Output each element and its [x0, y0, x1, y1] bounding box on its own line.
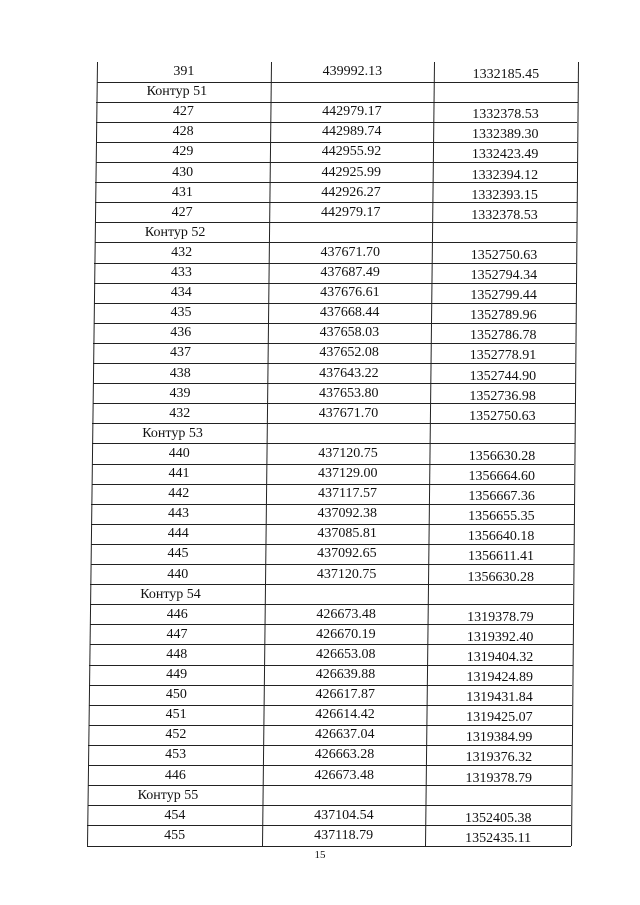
- point-number: 453: [165, 747, 187, 763]
- point-number: 429: [172, 144, 194, 160]
- x-coordinate: 426670.19: [316, 626, 376, 642]
- y-coordinate: 1356667.36: [468, 489, 535, 505]
- x-coordinate: 437652.08: [319, 345, 379, 361]
- table-row: [0, 605, 640, 625]
- table-row: [0, 826, 640, 846]
- table-row: [0, 524, 640, 544]
- table-row: [0, 685, 640, 705]
- contour-label: Контур 51: [146, 84, 208, 100]
- table-row: [0, 384, 640, 404]
- x-coordinate: 426673.48: [316, 606, 376, 622]
- table-row: [0, 806, 640, 826]
- y-coordinate: 1352405.38: [465, 810, 532, 826]
- y-coordinate: 1332378.53: [472, 107, 539, 123]
- x-coordinate: 437658.03: [319, 325, 380, 341]
- x-coordinate: 442989.74: [321, 124, 382, 140]
- x-coordinate: 437687.49: [320, 265, 380, 281]
- y-coordinate: 1319376.32: [465, 750, 533, 766]
- x-coordinate: 437671.70: [318, 405, 379, 421]
- point-number: 427: [172, 104, 194, 120]
- point-number: 446: [164, 767, 186, 783]
- y-coordinate: 1332423.49: [471, 147, 539, 163]
- x-coordinate: 437643.22: [319, 365, 379, 381]
- x-coordinate: 442979.17: [321, 204, 381, 220]
- y-coordinate: 1319431.84: [466, 690, 533, 706]
- table-row: [0, 484, 640, 504]
- y-coordinate: 1352744.90: [469, 368, 537, 384]
- y-coordinate: 1319424.89: [466, 670, 533, 686]
- point-number: 440: [167, 566, 189, 582]
- contour-header-row: [0, 786, 640, 806]
- x-coordinate: 426639.88: [315, 667, 376, 683]
- y-coordinate: 1352435.11: [465, 830, 532, 846]
- table-row: [0, 243, 640, 263]
- y-coordinate: 1332378.53: [471, 207, 538, 223]
- point-number: 445: [167, 546, 189, 562]
- contour-label: Контур 54: [140, 586, 201, 602]
- contour-header-row: [0, 585, 640, 605]
- point-number: 441: [168, 466, 190, 482]
- x-coordinate: 426614.42: [315, 707, 375, 723]
- point-number: 438: [169, 365, 191, 381]
- point-number: 449: [166, 667, 188, 683]
- contour-label: Контур 53: [142, 425, 203, 441]
- x-coordinate: 437668.44: [319, 305, 380, 321]
- x-coordinate: 426673.48: [314, 767, 375, 783]
- point-number: 432: [171, 244, 193, 260]
- x-coordinate: 442925.99: [321, 164, 381, 180]
- y-coordinate: 1356611.41: [467, 549, 534, 565]
- x-coordinate: 437129.00: [318, 466, 378, 482]
- x-coordinate: 426637.04: [315, 727, 375, 743]
- x-coordinate: 442979.17: [322, 104, 382, 120]
- point-number: 434: [170, 285, 192, 301]
- table-row: [0, 323, 640, 343]
- y-coordinate: 1352778.91: [469, 348, 537, 364]
- y-coordinate: 1319384.99: [465, 730, 533, 746]
- point-number: 451: [165, 707, 187, 723]
- point-number: 430: [172, 164, 194, 180]
- point-number: 391: [173, 64, 195, 79]
- y-coordinate: 1332185.45: [472, 67, 540, 82]
- y-coordinate: 1352794.34: [470, 268, 538, 284]
- x-coordinate: 437118.79: [314, 827, 374, 843]
- y-coordinate: 1352789.96: [470, 308, 537, 324]
- table-rule: [87, 846, 571, 847]
- table-row: [0, 766, 640, 786]
- x-coordinate: 442926.27: [321, 184, 381, 200]
- y-coordinate: 1352736.98: [469, 388, 536, 404]
- y-coordinate: 1332393.15: [471, 187, 538, 203]
- x-coordinate: 437671.70: [320, 244, 381, 260]
- y-coordinate: 1332389.30: [472, 127, 539, 143]
- y-coordinate: 1319378.79: [467, 609, 534, 625]
- table-row: [0, 565, 640, 585]
- point-number: 455: [164, 827, 186, 843]
- page-number: 15: [314, 849, 326, 861]
- point-number: 447: [166, 626, 188, 642]
- x-coordinate: 437120.75: [318, 445, 378, 461]
- point-number: 428: [172, 124, 194, 140]
- x-coordinate: 437092.38: [317, 506, 378, 522]
- point-number: 446: [166, 606, 188, 622]
- point-number: 442: [168, 486, 190, 502]
- point-number: 435: [170, 305, 192, 321]
- point-number: 450: [165, 687, 187, 703]
- x-coordinate: 442955.92: [321, 144, 382, 160]
- table-row: [0, 464, 640, 484]
- y-coordinate: 1352786.78: [469, 328, 537, 344]
- table-row: [0, 544, 640, 564]
- table-row: [0, 745, 640, 765]
- y-coordinate: 1319392.40: [466, 629, 534, 645]
- contour-label: Контур 52: [144, 224, 206, 240]
- y-coordinate: 1356630.28: [468, 448, 536, 464]
- table-row: [0, 303, 640, 323]
- point-number: 427: [171, 204, 193, 220]
- table-row: [0, 343, 640, 363]
- x-coordinate: 426617.87: [315, 687, 375, 703]
- point-number: 448: [166, 646, 188, 662]
- y-coordinate: 1319425.07: [466, 710, 533, 726]
- x-coordinate: 426653.08: [315, 646, 376, 662]
- table-row: [0, 705, 640, 725]
- table-row: [0, 444, 640, 464]
- y-coordinate: 1352750.63: [470, 247, 538, 263]
- y-coordinate: 1356630.28: [467, 569, 534, 585]
- x-coordinate: 439992.13: [322, 64, 383, 79]
- x-coordinate: 437117.57: [318, 486, 378, 502]
- y-coordinate: 1356640.18: [467, 529, 535, 545]
- table-row: [0, 263, 640, 283]
- point-number: 431: [171, 184, 193, 200]
- y-coordinate: 1356655.35: [468, 509, 535, 525]
- contour-header-row: [0, 424, 640, 444]
- x-coordinate: 437085.81: [317, 526, 377, 542]
- table-row: [0, 283, 640, 303]
- y-coordinate: 1319404.32: [466, 649, 534, 665]
- y-coordinate: 1332394.12: [471, 167, 539, 183]
- table-row: [0, 625, 640, 645]
- table-row: [0, 725, 640, 745]
- point-number: 444: [167, 526, 189, 542]
- point-number: 439: [169, 385, 191, 401]
- point-number: 433: [170, 265, 192, 281]
- table-row: [0, 364, 640, 384]
- table-row: [0, 404, 640, 424]
- table-row: [0, 645, 640, 665]
- point-number: 436: [170, 325, 192, 341]
- point-number: 454: [164, 807, 186, 823]
- point-number: 440: [168, 445, 190, 461]
- contour-label: Контур 55: [137, 787, 199, 803]
- point-number: 443: [168, 506, 189, 522]
- y-coordinate: 1319378.79: [465, 770, 532, 786]
- point-number: 452: [165, 727, 187, 743]
- point-number: 437: [169, 345, 191, 361]
- table-row: [0, 504, 640, 524]
- x-coordinate: 437653.80: [318, 385, 379, 401]
- table-row: [0, 665, 640, 685]
- x-coordinate: 437104.54: [314, 807, 374, 823]
- y-coordinate: 1352799.44: [470, 288, 537, 304]
- y-coordinate: 1356664.60: [468, 469, 536, 485]
- contour-header-row: [0, 223, 640, 243]
- x-coordinate: 437120.75: [316, 566, 377, 582]
- x-coordinate: 437676.61: [320, 285, 380, 301]
- x-coordinate: 426663.28: [314, 747, 375, 763]
- y-coordinate: 1352750.63: [469, 408, 536, 424]
- x-coordinate: 437092.65: [317, 546, 377, 562]
- point-number: 432: [169, 405, 191, 421]
